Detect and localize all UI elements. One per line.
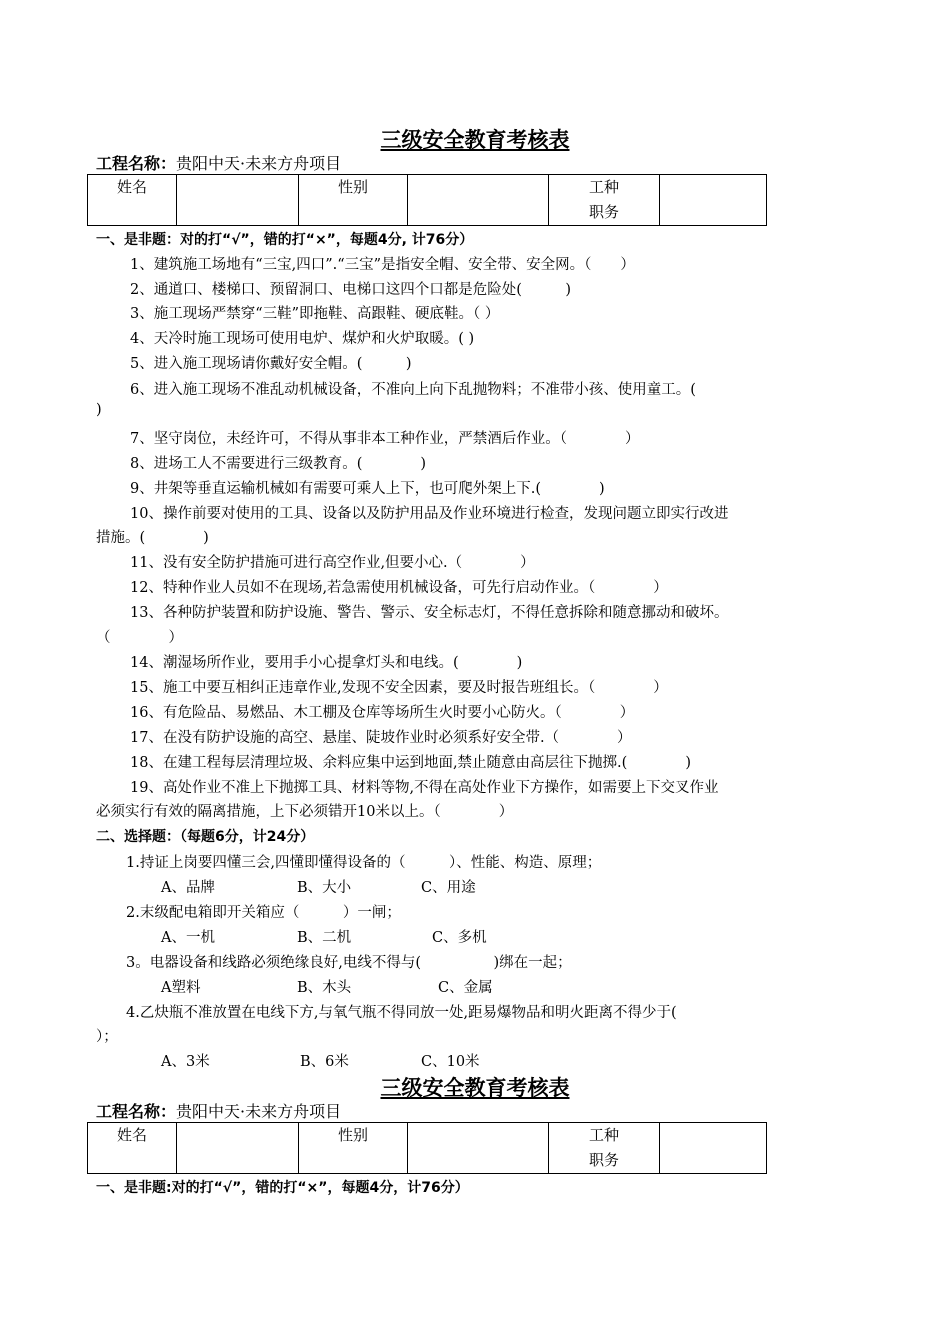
- question-10-cont: 措施。( ): [96, 530, 209, 546]
- question-9: 9、井架等垂直运输机械如有需要可乘人上下，也可爬外架上下.( ): [130, 481, 605, 497]
- question-3: 3、施工现场严禁穿“三鞋”即拖鞋、高跟鞋、硬底鞋。（ ）: [130, 306, 500, 322]
- question-1: 1、建筑施工场地有“三宝,四口”.“三宝”是指安全帽、安全带、安全网。（ ）: [130, 257, 635, 273]
- page-title: 三级安全教育考核表: [380, 128, 570, 152]
- question-12: 12、特种作业人员如不在现场,若急需使用机械设备，可先行启动作业。（ ）: [130, 580, 668, 596]
- project-label-2: 工程名称：: [96, 1102, 177, 1121]
- gender-label: 性别: [299, 175, 408, 226]
- question-8: 8、进场工人不需要进行三级教育。( ): [130, 456, 427, 472]
- name-cell[interactable]: [177, 1123, 299, 1174]
- gender-cell[interactable]: [408, 175, 549, 226]
- project-line-2: [96, 1099, 341, 1122]
- choice-question-4-cont: ）；: [96, 1029, 118, 1045]
- question-4: 4、天冷时施工现场可使用电炉、煤炉和火炉取暖。( ): [130, 331, 475, 347]
- page-title-2: 三级安全教育考核表: [380, 1076, 570, 1100]
- choice-question-2: 2.末级配电箱即开关箱应（ ）一闸；: [126, 905, 401, 921]
- section-true-false-2: 一、是非题:对的打“√”，错的打“×”，每题4分，计76分）: [96, 1180, 469, 1196]
- question-13-cont: （ ）: [96, 630, 183, 646]
- question-7: 7、坚守岗位，未经许可，不得从事非本工种作业，严禁酒后作业。（ ）: [130, 431, 640, 447]
- question-19: 19、高处作业不准上下抛掷工具、材料等物,不得在高处作业下方操作，如需要上下交叉作业: [130, 780, 719, 796]
- choice-1-option-a: A、品牌: [161, 880, 215, 896]
- gender-label: 性别: [299, 1123, 408, 1174]
- position-label: 职务: [588, 203, 619, 221]
- info-table: [87, 174, 767, 226]
- question-5: 5、进入施工现场请你戴好安全帽。( ): [130, 356, 412, 372]
- choice-3-option-b: B、木头: [297, 980, 352, 996]
- choice-1-option-c: C、用途: [421, 880, 476, 896]
- job-cell[interactable]: [660, 175, 767, 226]
- choice-4-option-b: B、6米: [300, 1054, 349, 1070]
- question-17: 17、在没有防护设施的高空、悬崖、陡坡作业时必须系好安全带.（ ）: [130, 730, 632, 746]
- question-2: 2、通道口、楼梯口、预留洞口、电梯口这四个口都是危险处( ): [130, 282, 572, 298]
- question-10: 10、操作前要对使用的工具、设备以及防护用品及作业环境进行检查，发现问题立即实行改进: [130, 506, 729, 522]
- question-6-cont: ): [96, 402, 102, 418]
- job-type-label: 工种: [588, 178, 619, 196]
- project-name: 贵阳中天·未来方舟项目: [176, 154, 342, 173]
- name-cell[interactable]: [177, 175, 299, 226]
- question-13: 13、各种防护装置和防护设施、警告、警示、安全标志灯，不得任意拆除和随意挪动和破坏。: [130, 605, 729, 621]
- choice-question-3: 3。电器设备和线路必须绝缘良好,电线不得与( )绑在一起；: [126, 955, 572, 971]
- question-15: 15、施工中要互相纠正违章作业,发现不安全因素，要及时报告班组长。（ ）: [130, 680, 668, 696]
- info-table-2: [87, 1122, 767, 1174]
- choice-3-option-c: C、金属: [438, 980, 493, 996]
- job-label: [549, 175, 660, 226]
- position-label: 职务: [588, 1151, 619, 1169]
- choice-4-option-a: A、3米: [161, 1054, 210, 1070]
- job-cell[interactable]: [660, 1123, 767, 1174]
- question-6: 6、进入施工现场不准乱动机械设备，不准向上向下乱抛物料；不准带小孩、使用童工。(: [130, 382, 696, 398]
- choice-4-option-c: C、10米: [421, 1054, 480, 1070]
- choice-question-1: 1.持证上岗要四懂三会,四懂即懂得设备的（ ）、性能、构造、原理；: [126, 855, 602, 871]
- job-type-label: 工种: [588, 1126, 619, 1144]
- question-19-cont: 必须实行有效的隔离措施，上下必须错开10米以上。（ ）: [96, 804, 514, 820]
- project-label: 工程名称：: [96, 154, 177, 173]
- section-multiple-choice: 二、选择题：（每题6分，计24分）: [96, 829, 315, 845]
- section-true-false: 一、是非题：对的打“√”，错的打“×”，每题4分, 计76分）: [96, 232, 474, 248]
- question-11: 11、没有安全防护措施可进行高空作业,但要小心.（ ）: [130, 555, 535, 571]
- question-18: 18、在建工程每层清理垃圾、余料应集中运到地面,禁止随意由高层往下抛掷.( ): [130, 755, 691, 771]
- name-label: 姓名: [88, 1123, 177, 1174]
- question-14: 14、潮湿场所作业，要用手小心提拿灯头和电线。( ): [130, 655, 523, 671]
- question-16: 16、有危险品、易燃品、木工棚及仓库等场所生火时要小心防火。（ ）: [130, 705, 635, 721]
- name-label: 姓名: [88, 175, 177, 226]
- choice-question-4: 4.乙炔瓶不准放置在电线下方,与氧气瓶不得同放一处,距易爆物品和明火距离不得少于(: [126, 1005, 677, 1021]
- project-name-2: 贵阳中天·未来方舟项目: [176, 1102, 342, 1121]
- choice-1-option-b: B、大小: [297, 880, 352, 896]
- project-line: [96, 151, 341, 174]
- choice-2-option-b: B、二机: [297, 930, 352, 946]
- choice-3-option-a: A塑料: [161, 980, 201, 996]
- gender-cell[interactable]: [408, 1123, 549, 1174]
- job-label: [549, 1123, 660, 1174]
- choice-2-option-a: A、一机: [161, 930, 215, 946]
- choice-2-option-c: C、多机: [432, 930, 487, 946]
